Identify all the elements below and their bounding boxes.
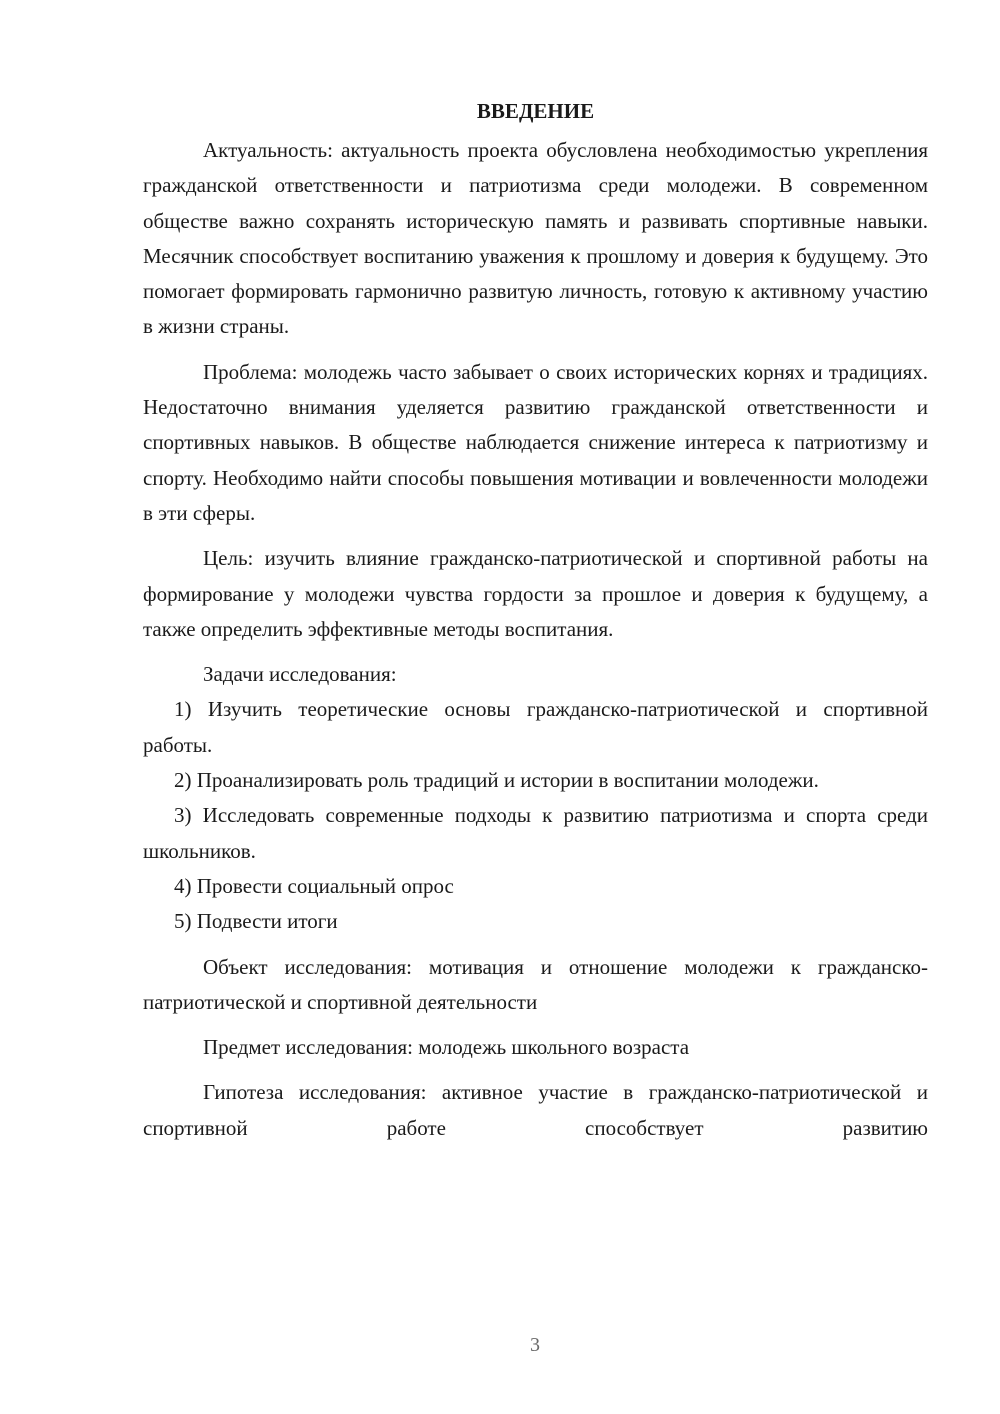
document-body <box>143 95 928 1146</box>
task-item: 5) Подвести итоги <box>174 909 338 934</box>
task-item: 4) Провести социальный опрос <box>174 873 454 898</box>
task-item: 1) Изучить теоретические основы гражданско-патриотической и спортивной работы. <box>143 697 928 757</box>
page-number: 3 <box>530 1334 540 1356</box>
task-item: 2) Проанализировать роль традиций и истории в воспитании молодежи. <box>174 768 819 793</box>
page-heading: ВВЕДЕНИЕ <box>476 99 595 123</box>
problem-paragraph: Проблема: молодежь часто забывает о своих исторических корнях и традициях. Недостаточно внимания уделяется развитию гражданской ответственности и спортивных навыков. В обществе наблюдается снижение интереса к патриотизму и спорту. Необходимо найти способы повышения мотивации и вовлеченности молодежи в эти сферы. <box>143 359 928 525</box>
goal-paragraph: Цель: изучить влияние гражданско-патриотической и спортивной работы на формирование у молодежи чувства гордости за прошлое и доверия к будущему, а также определить эффективные методы воспитания. <box>143 546 928 641</box>
tasks-heading: Задачи исследования: <box>203 662 397 687</box>
task-item: 3) Исследовать современные подходы к развитию патриотизма и спорта среди школьников. <box>143 803 928 863</box>
tasks-list <box>143 692 928 939</box>
relevance-paragraph: Актуальность: актуальность проекта обусловлена необходимостью укрепления гражданской ответственности и патриотизма среди молодежи. В современном обществе важно сохранять историческую память и развивать спортивные навыки. Месячник способствует воспитанию уважения к прошлому и доверия к будущему. Это помогает формировать гармонично развитую личность, готовую к активному участию в жизни страны. <box>143 138 928 339</box>
subject-paragraph: Предмет исследования: молодежь школьного возраста <box>203 1035 690 1060</box>
object-paragraph: Объект исследования: мотивация и отношение молодежи к гражданско-патриотической и спортивной деятельности <box>143 954 928 1014</box>
hypothesis-paragraph: Гипотеза исследования: активное участие в гражданско-патриотической и спортивной работе способствует развитию <box>143 1080 928 1140</box>
